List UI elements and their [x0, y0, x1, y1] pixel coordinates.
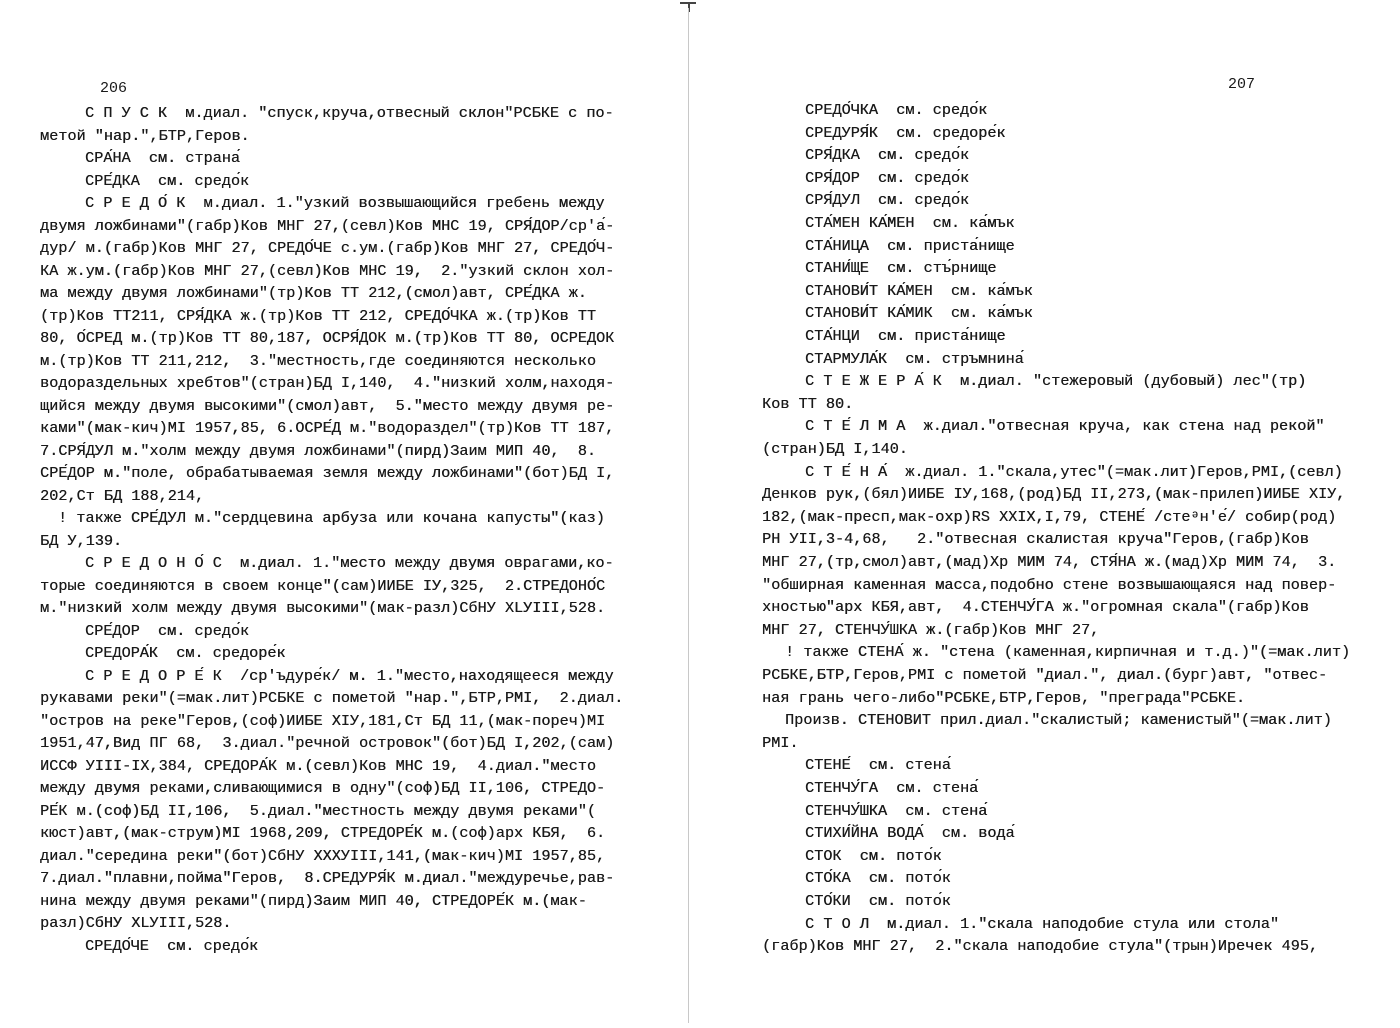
text-line: КА ж.ум.(габр)Ков МНГ 27,(севл)Ков МНС 19, 2."узкий склон хол- [40, 261, 615, 280]
text-line: 1951,47,Вид ПГ 68, 3.диал."речной островок"(бот)БД I,202,(сам) [40, 734, 615, 752]
text-line: РМI. [762, 733, 799, 752]
entry-headline: СРА́НА см. страна́ [85, 149, 240, 167]
text-line: (тр)Ков ТТ211, СРЯ́ДКА ж.(тр)Ков ТТ 212, СРЕДО́ЧКА ж.(тр)Ков ТТ [40, 306, 596, 325]
entry-headline: СРЯ́ДУЛ см. средо́к [805, 191, 970, 210]
text-line: МНГ 27,(тр,смол)авт,(мад)Хр МИМ 74, СТЯ́НА ж.(мад)Хр МИМ 74, 3. [762, 553, 1337, 571]
text-line: ! также СРЕ́ДУЛ м."сердцевина арбуза или кочана капусты"(каз) [58, 509, 605, 527]
left-page [0, 0, 680, 1028]
entry-headline: С П У С К м.диал. "спуск,круча,отвесный склон"РСБКЕ с по- [85, 104, 614, 122]
text-line: диал."середина реки"(бот)СбНУ XXXУIII,141,(мак-кич)MI 1957,85, [40, 846, 606, 865]
entry-headline: СРЕ́ДОР см. средо́к [85, 621, 250, 640]
text-line: ная грань чего-либо"РСБКЕ,БТР,Геров, "преграда"РСБКЕ. [762, 688, 1246, 707]
text-line: РН УII,3-4,68, 2."отвесная скалистая круча"Геров,(габр)Ков [762, 530, 1309, 549]
text-line: "остров на реке"Геров,(соф)ИИБЕ XIУ,181,Ст БД 11,(мак-пореч)MI [40, 711, 606, 730]
entry-headline: СТОК см. пото́к [805, 846, 942, 865]
text-line: двумя ложбинами"(габр)Ков МНГ 27,(севл)Ков МНС 19, СРЯ́ДОР/ср'а́- [40, 216, 615, 235]
text-line: м.(тр)Ков ТТ 211,212, 3."местность,где соединяются несколько [40, 351, 596, 370]
entry-headline: СТЕНЧУ́ШКА см. стена́ [805, 801, 988, 820]
text-line: ИССФ УIII-IX,384, СРЕДОРА́К м.(севл)Ков МНС 19, 4.диал."место [40, 756, 596, 775]
text-line: щийся между двумя высокими"(смол)авт, 5."место между двумя ре- [40, 396, 615, 415]
text-line: 80, О́СРЕД м.(тр)Ков ТТ 80,187, ОСРЯ́ДОК м.(тр)Ков ТТ 80, ОСРЕДОК [40, 329, 615, 347]
entry-headline: СТИХИ́ЙНА ВОДА́ см. вода́ [805, 824, 1015, 843]
entry-headline: СТО́КИ см. пото́к [805, 892, 951, 910]
text-line: БД У,139. [40, 531, 123, 550]
entry-headline: С Т Е́ Н А́ ж.диал. 1."скала,утес"(=мак.лит)Геров,РМI,(севл) [805, 462, 1343, 481]
entry-headline: С Т Е́ Л М А ж.диал."отвесная круча, как стена над рекой" [805, 417, 1325, 436]
entry-headline: СРЕДУРЯ́К см. средоре́к [805, 123, 1006, 142]
text-line: 202,Ст БД 188,214, [40, 486, 205, 505]
right-page [700, 0, 1400, 1028]
text-line: ! также СТЕНА́ ж. "стена (каменная,кирпичная и т.д.)"(=мак.лит) [785, 643, 1351, 662]
entry-headline: СТЕНЕ́ см. стена́ [805, 756, 951, 775]
text-line: Денков рук,(бял)ИИБЕ IУ,168,(род)БД II,273,(мак-прилеп)ИИБЕ XIУ, [762, 485, 1346, 504]
entry-headline: СТА́НЦИ см. приста́нище [805, 327, 1006, 345]
text-line: метой "нар.",БТР,Геров. [40, 126, 250, 145]
text-line: ками"(мак-кич)MI 1957,85, 6.ОСРЕ́Д м."водораздел"(тр)Ков ТТ 187, [40, 419, 615, 437]
entry-headline: СРЯ́ДОР см. средо́к [805, 168, 970, 187]
entry-headline: С Р Е Д О Н О́ С м.диал. 1."место между двумя оврагами,ко- [85, 554, 614, 572]
text-line: рукавами реки"(=мак.лит)РСБКЕ с пометой "нар.",БТР,РМI, 2.диал. [40, 689, 624, 707]
entry-headline: СТО́КА см. пото́к [805, 869, 951, 888]
entry-headline: СРЯ́ДКА см. средо́к [805, 146, 970, 165]
text-line: дур/ м.(габр)Ков МНГ 27, СРЕДО́ЧЕ с.ум.(габр)Ков МНГ 27, СРЕДО́Ч- [40, 239, 615, 257]
text-line: разл)СбНУ XLУIII,528. [40, 914, 232, 932]
page-number: 206 [100, 80, 128, 97]
text-line: водораздельных хребтов"(стран)БД I,140, 4."низкий холм,находя- [40, 374, 615, 392]
text-line: 7.СРЯ́ДУЛ м."холм между двумя ложбинами"(пирд)Заим МИП 40, 8. [40, 441, 596, 460]
text-line: (стран)БД I,140. [762, 440, 908, 458]
entry-headline: С Р Е Д О Р Е́ К /ср'ъдуре́к/ м. 1."место,находящееся между [85, 666, 614, 685]
text-line: РЕ́К м.(соф)БД II,106, 5.диал."местность между двумя реками"( [40, 801, 596, 820]
entry-headline: С Р Е Д О́ К м.диал. 1."узкий возвышающийся гребень между [85, 194, 605, 212]
entry-headline: С Т О Л м.диал. 1."скала наподобие стула или стола" [805, 914, 1279, 933]
page-gutter [688, 8, 689, 1023]
text-line: "обширная каменная масса,подобно стене возвышающаяся над повер- [762, 575, 1337, 594]
text-line: ма между двумя ложбинами"(тр)Ков ТТ 212,(смол)авт, СРЕ́ДКА ж. [40, 284, 587, 302]
page-number: 207 [1228, 76, 1256, 93]
text-line: РСБКЕ,БТР,Геров,РМI с пометой "диал.", диал.(бург)авт, "отвес- [762, 666, 1328, 684]
entry-headline: С Т Е Ж Е Р А́ К м.диал. "стежеровый (дубовый) лес"(тр) [805, 372, 1307, 391]
text-line: между двумя реками,сливающимися в одну"(соф)БД II,106, СТРЕДО- [40, 779, 606, 797]
entry-headline: СРЕДОРА́К см. средоре́к [85, 644, 286, 662]
text-line: кюст)авт,(мак-струм)MI 1968,209, СТРЕДОРЕ́К м.(соф)арх КБЯ, 6. [40, 824, 606, 842]
text-line: торые соединяются в своем конце"(сам)ИИБЕ IУ,325, 2.СТРЕДОНО́С [40, 576, 606, 595]
text-line: Ков ТТ 80. [762, 394, 854, 413]
entry-headline: СРЕДО́ЧКА см. средо́к [805, 101, 988, 119]
text-line: 182,(мак-пресп,мак-охр)RS XXIX,I,79, СТЕНЕ́ /стеᵊн'е́/ собир(род) [762, 507, 1337, 526]
text-line: МНГ 27, СТЕНЧУ́ШКА ж.(габр)Ков МНГ 27, [762, 620, 1100, 639]
text-line: (габр)Ков МНГ 27, 2."скала наподобие стула"(трын)Иречек 495, [762, 937, 1318, 956]
entry-headline: СТАНИ́ЩЕ см. стъ́рнище [805, 259, 997, 278]
entry-headline: СТА́МЕН КА́МЕН см. ка́мък [805, 214, 1015, 232]
text-line: хностью"арх КБЯ,авт, 4.СТЕНЧУ́ГА ж."огромная скала"(габр)Ков [762, 598, 1309, 617]
text-line: нина между двумя реками"(пирд)Заим МИП 40, СТРЕДОРЕ́К м.(мак- [40, 891, 587, 910]
entry-headline: СРЕ́ДКА см. средо́к [85, 171, 250, 190]
text-line: СРЕ́ДОР м."поле, обрабатываемая земля между ложбинами"(бот)БД I, [40, 464, 615, 482]
text-line: Произв. СТЕНОВИТ прил.диал."скалистый; каменистый"(=мак.лит) [785, 711, 1332, 730]
text-line: м."низкий холм между двумя высокими"(мак-разл)СбНУ XLУIII,528. [40, 599, 606, 617]
entry-headline: СТА́НИЦА см. приста́нище [805, 236, 1015, 255]
entry-headline: СТАРМУЛА́К см. стръмнина́ [805, 349, 1024, 368]
entry-headline: СТЕНЧУ́ГА см. стена́ [805, 779, 979, 797]
entry-headline: СТАНОВИ́Т КА́МИК см. ка́мък [805, 304, 1033, 323]
entry-headline: СТАНОВИ́Т КА́МЕН см. ка́мък [805, 281, 1033, 300]
entry-headline: СРЕДО́ЧЕ см. средо́к [85, 936, 259, 955]
text-line: 7.диал."плавни,пойма"Геров, 8.СРЕДУРЯ́К м.диал."междуречье,рав- [40, 869, 615, 887]
